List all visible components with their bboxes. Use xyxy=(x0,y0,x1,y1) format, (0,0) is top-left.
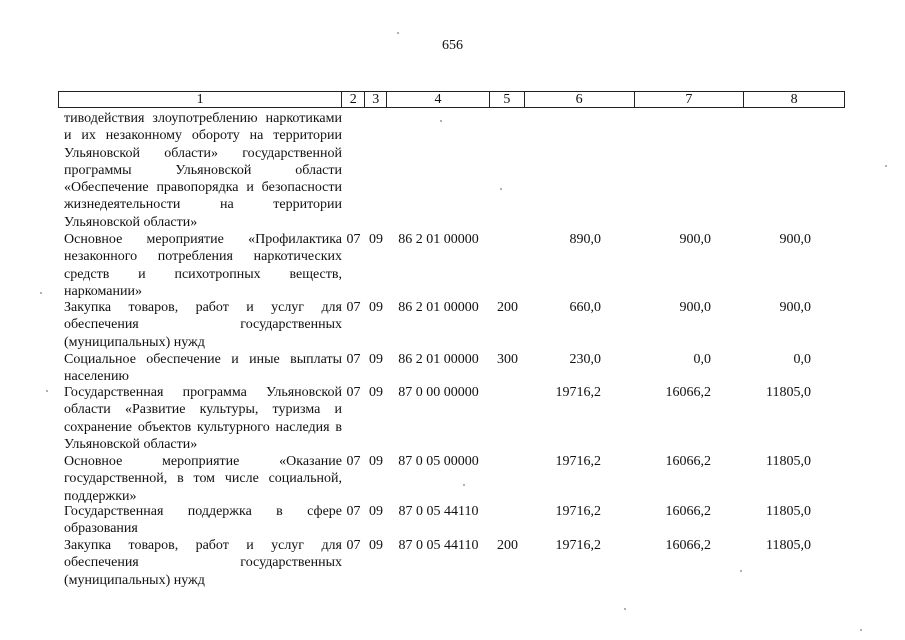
row-code-target: 86 2 01 00000 xyxy=(398,300,479,315)
row-code-subsection: 09 xyxy=(369,504,383,519)
table-row xyxy=(58,231,845,299)
scan-speck xyxy=(46,390,48,392)
table-body xyxy=(58,110,845,589)
scan-speck xyxy=(860,629,862,631)
scan-speck xyxy=(500,188,502,190)
row-amount-col6: 19716,2 xyxy=(555,504,601,519)
row-amount-col8: 11805,0 xyxy=(766,538,811,553)
row-amount-col8: 11805,0 xyxy=(766,385,811,400)
row-code-subsection: 09 xyxy=(369,538,383,553)
table-row xyxy=(58,299,845,351)
row-code-section: 07 xyxy=(346,504,361,519)
row-text: Государственная программа Ульяновской области «Развитие культуры, туризма и сохранение объектов культурного наследия в Ульяновской области» xyxy=(64,385,342,452)
row-code-expense-type xyxy=(490,110,525,231)
scan-speck xyxy=(740,570,742,572)
page-number: 656 xyxy=(442,38,463,53)
scan-speck xyxy=(40,292,42,294)
row-amount-col8: 900,0 xyxy=(779,232,811,247)
row-code-target: 87 0 05 00000 xyxy=(398,454,479,469)
row-amount-col7: 0,0 xyxy=(693,352,711,367)
row-amount-col8: 11805,0 xyxy=(766,454,811,469)
header-col-6: 6 xyxy=(525,92,635,107)
row-code-section: 07 xyxy=(346,232,361,247)
row-code-target: 86 2 01 00000 xyxy=(398,232,479,247)
header-col-1: 1 xyxy=(59,92,342,107)
scan-speck xyxy=(397,32,399,34)
row-amount-col6: 660,0 xyxy=(569,300,601,315)
scan-speck xyxy=(624,608,626,610)
header-col-2: 2 xyxy=(342,92,365,107)
row-code-expense-type xyxy=(490,231,525,299)
row-text: Социальное обеспечение и иные выплаты населению xyxy=(64,352,342,385)
row-text: тиводействия злоупотреблению наркотиками и их незаконному обороту на территории Ульяновской области» государственной программы Ульяновской области «Обеспечение правопорядка и безопасности жизнедеятельности на территории Ульяновской области» xyxy=(64,111,342,230)
row-code-section: 07 xyxy=(346,454,361,469)
header-col-4: 4 xyxy=(387,92,490,107)
row-amount-col8: 11805,0 xyxy=(766,504,811,519)
table-row xyxy=(58,110,845,231)
header-col-3: 3 xyxy=(365,92,387,107)
table-row xyxy=(58,537,845,589)
row-amount-col7 xyxy=(635,110,745,231)
header-col-5: 5 xyxy=(490,92,525,107)
row-code-section: 07 xyxy=(346,300,361,315)
row-code-target: 86 2 01 00000 xyxy=(398,352,479,367)
row-amount-col6: 19716,2 xyxy=(555,538,601,553)
row-amount-col7: 16066,2 xyxy=(665,385,711,400)
row-amount-col6: 19716,2 xyxy=(555,385,601,400)
row-code-expense-type: 200 xyxy=(497,538,518,553)
row-amount-col7: 900,0 xyxy=(679,300,711,315)
table-header xyxy=(58,91,845,108)
table-row xyxy=(58,453,845,503)
scan-speck xyxy=(463,484,465,486)
row-amount-col7: 16066,2 xyxy=(665,538,711,553)
row-code-section: 07 xyxy=(346,385,361,400)
row-code-expense-type: 300 xyxy=(497,352,518,367)
row-code-subsection: 09 xyxy=(369,300,383,315)
row-code-subsection xyxy=(365,110,387,231)
row-code-section: 07 xyxy=(346,352,361,367)
row-amount-col6: 230,0 xyxy=(569,352,601,367)
row-amount-col8: 900,0 xyxy=(779,300,811,315)
row-text: Закупка товаров, работ и услуг для обеспечения государственных (муниципальных) нужд xyxy=(64,300,342,350)
row-code-target: 87 0 05 44110 xyxy=(398,504,479,519)
row-amount-col8: 0,0 xyxy=(793,352,811,367)
header-col-7: 7 xyxy=(635,92,745,107)
scan-speck xyxy=(885,165,887,167)
row-code-subsection: 09 xyxy=(369,232,383,247)
row-text: Государственная поддержка в сфере образования xyxy=(64,504,342,537)
scan-speck xyxy=(440,120,442,122)
row-amount-col8 xyxy=(745,110,845,231)
row-code-subsection: 09 xyxy=(369,454,383,469)
row-code-expense-type: 200 xyxy=(497,300,518,315)
table-row xyxy=(58,503,845,537)
row-amount-col6: 19716,2 xyxy=(555,454,601,469)
header-col-8: 8 xyxy=(790,92,798,107)
row-code-target: 87 0 05 44110 xyxy=(398,538,479,553)
row-code-expense-type xyxy=(490,503,525,537)
row-code-section xyxy=(342,110,365,231)
row-code-expense-type xyxy=(490,384,525,453)
row-text: Основное мероприятие «Оказание государственной, в том числе социальной, поддержки» xyxy=(64,454,342,504)
table-row xyxy=(58,384,845,453)
table-row xyxy=(58,351,845,384)
row-code-subsection: 09 xyxy=(369,352,383,367)
row-code-target xyxy=(387,110,490,231)
row-amount-col7: 900,0 xyxy=(679,232,711,247)
row-amount-col6: 890,0 xyxy=(569,232,601,247)
row-code-expense-type xyxy=(490,453,525,503)
row-text: Закупка товаров, работ и услуг для обеспечения государственных (муниципальных) нужд xyxy=(64,538,342,588)
row-amount-col6 xyxy=(525,110,635,231)
row-text: Основное мероприятие «Профилактика незаконного потребления наркотических средств и психотропных веществ, наркомании» xyxy=(64,232,342,299)
row-code-subsection: 09 xyxy=(369,385,383,400)
row-code-target: 87 0 00 00000 xyxy=(398,385,479,400)
row-amount-col7: 16066,2 xyxy=(665,504,711,519)
row-code-section: 07 xyxy=(346,538,361,553)
row-amount-col7: 16066,2 xyxy=(665,454,711,469)
